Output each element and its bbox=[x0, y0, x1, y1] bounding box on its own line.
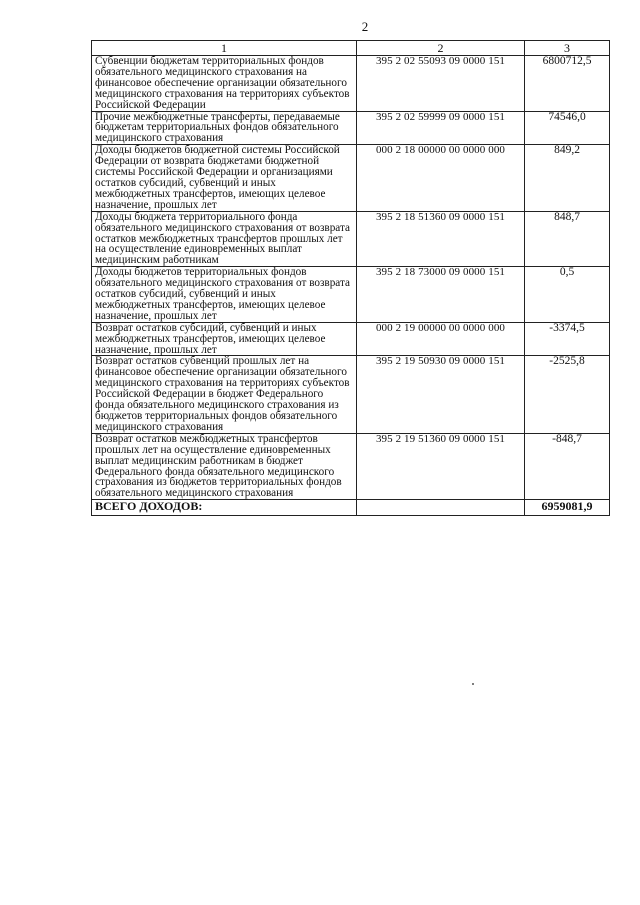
row-amount: 848,7 bbox=[525, 211, 610, 267]
page-number: 2 bbox=[361, 19, 369, 34]
row-code: 395 2 02 59999 09 0000 151 bbox=[357, 111, 525, 145]
row-amount: -848,7 bbox=[525, 433, 610, 499]
row-description: Возврат остатков межбюджетных трансфертов прошлых лет на осуществление единовременных выплат медицинским работникам в бюджет Федерального фонда обязательного медицинского страхования из бюджетов территориальных фондов обязательного медицинского страхования bbox=[92, 433, 357, 499]
table-row bbox=[92, 356, 610, 433]
row-code: 395 2 02 55093 09 0000 151 bbox=[357, 56, 525, 112]
column-header-description: 1 bbox=[92, 41, 357, 56]
row-code: 395 2 19 51360 09 0000 151 bbox=[357, 433, 525, 499]
column-header-code: 2 bbox=[357, 41, 525, 56]
total-row bbox=[92, 500, 610, 516]
table-row bbox=[92, 322, 610, 356]
total-code bbox=[357, 500, 525, 516]
row-amount: -3374,5 bbox=[525, 322, 610, 356]
row-amount: 74546,0 bbox=[525, 111, 610, 145]
row-code: 395 2 19 50930 09 0000 151 bbox=[357, 356, 525, 433]
table-row bbox=[92, 56, 610, 112]
row-code: 000 2 19 00000 00 0000 000 bbox=[357, 322, 525, 356]
row-description: Доходы бюджета территориального фонда обязательного медицинского страхования от возврата остатков межбюджетных трансфертов прошлых лет на осуществление единовременных выплат медицинским работникам bbox=[92, 211, 357, 267]
row-description: Субвенции бюджетам территориальных фондов обязательного медицинского страхования на финансовое обеспечение организации обязательного медицинского страхования на территориях субъектов Российской Федерации bbox=[92, 56, 357, 112]
revenue-table bbox=[91, 40, 610, 516]
row-description: Возврат остатков субсидий, субвенций и иных межбюджетных трансфертов, имеющих целевое назначение, прошлых лет bbox=[92, 322, 357, 356]
row-description: Доходы бюджетов бюджетной системы Российской Федерации от возврата бюджетами бюджетной системы Российской Федерации и организациями остатков субсидий, субвенций и иных межбюджетных трансфертов, имеющих целевое назначение, прошлых лет bbox=[92, 145, 357, 211]
table-row bbox=[92, 145, 610, 211]
table-row bbox=[92, 111, 610, 145]
total-amount: 6959081,9 bbox=[525, 500, 610, 516]
row-amount: 849,2 bbox=[525, 145, 610, 211]
row-description: Доходы бюджетов территориальных фондов обязательного медицинского страхования от возврата остатков субсидий, субвенций и иных межбюджетных трансфертов, имеющих целевое назначение, прошлых лет bbox=[92, 267, 357, 323]
scan-speck bbox=[472, 683, 474, 685]
table-header-row bbox=[92, 41, 610, 56]
table-row bbox=[92, 211, 610, 267]
row-code: 395 2 18 51360 09 0000 151 bbox=[357, 211, 525, 267]
row-amount: -2525,8 bbox=[525, 356, 610, 433]
table-row bbox=[92, 433, 610, 499]
row-amount: 0,5 bbox=[525, 267, 610, 323]
row-code: 395 2 18 73000 09 0000 151 bbox=[357, 267, 525, 323]
total-label: ВСЕГО ДОХОДОВ: bbox=[92, 500, 357, 516]
row-code: 000 2 18 00000 00 0000 000 bbox=[357, 145, 525, 211]
row-amount: 6800712,5 bbox=[525, 56, 610, 112]
row-description: Возврат остатков субвенций прошлых лет на финансовое обеспечение организации обязательного медицинского страхования на территориях субъектов Российской Федерации в бюджет Федерального фонда обязательного медицинского страхования из бюджетов территориальных фондов обязательного медицинского страхования bbox=[92, 356, 357, 433]
table-row bbox=[92, 267, 610, 323]
column-header-amount: 3 bbox=[525, 41, 610, 56]
row-description: Прочие межбюджетные трансферты, передаваемые бюджетам территориальных фондов обязательного медицинского страхования bbox=[92, 111, 357, 145]
